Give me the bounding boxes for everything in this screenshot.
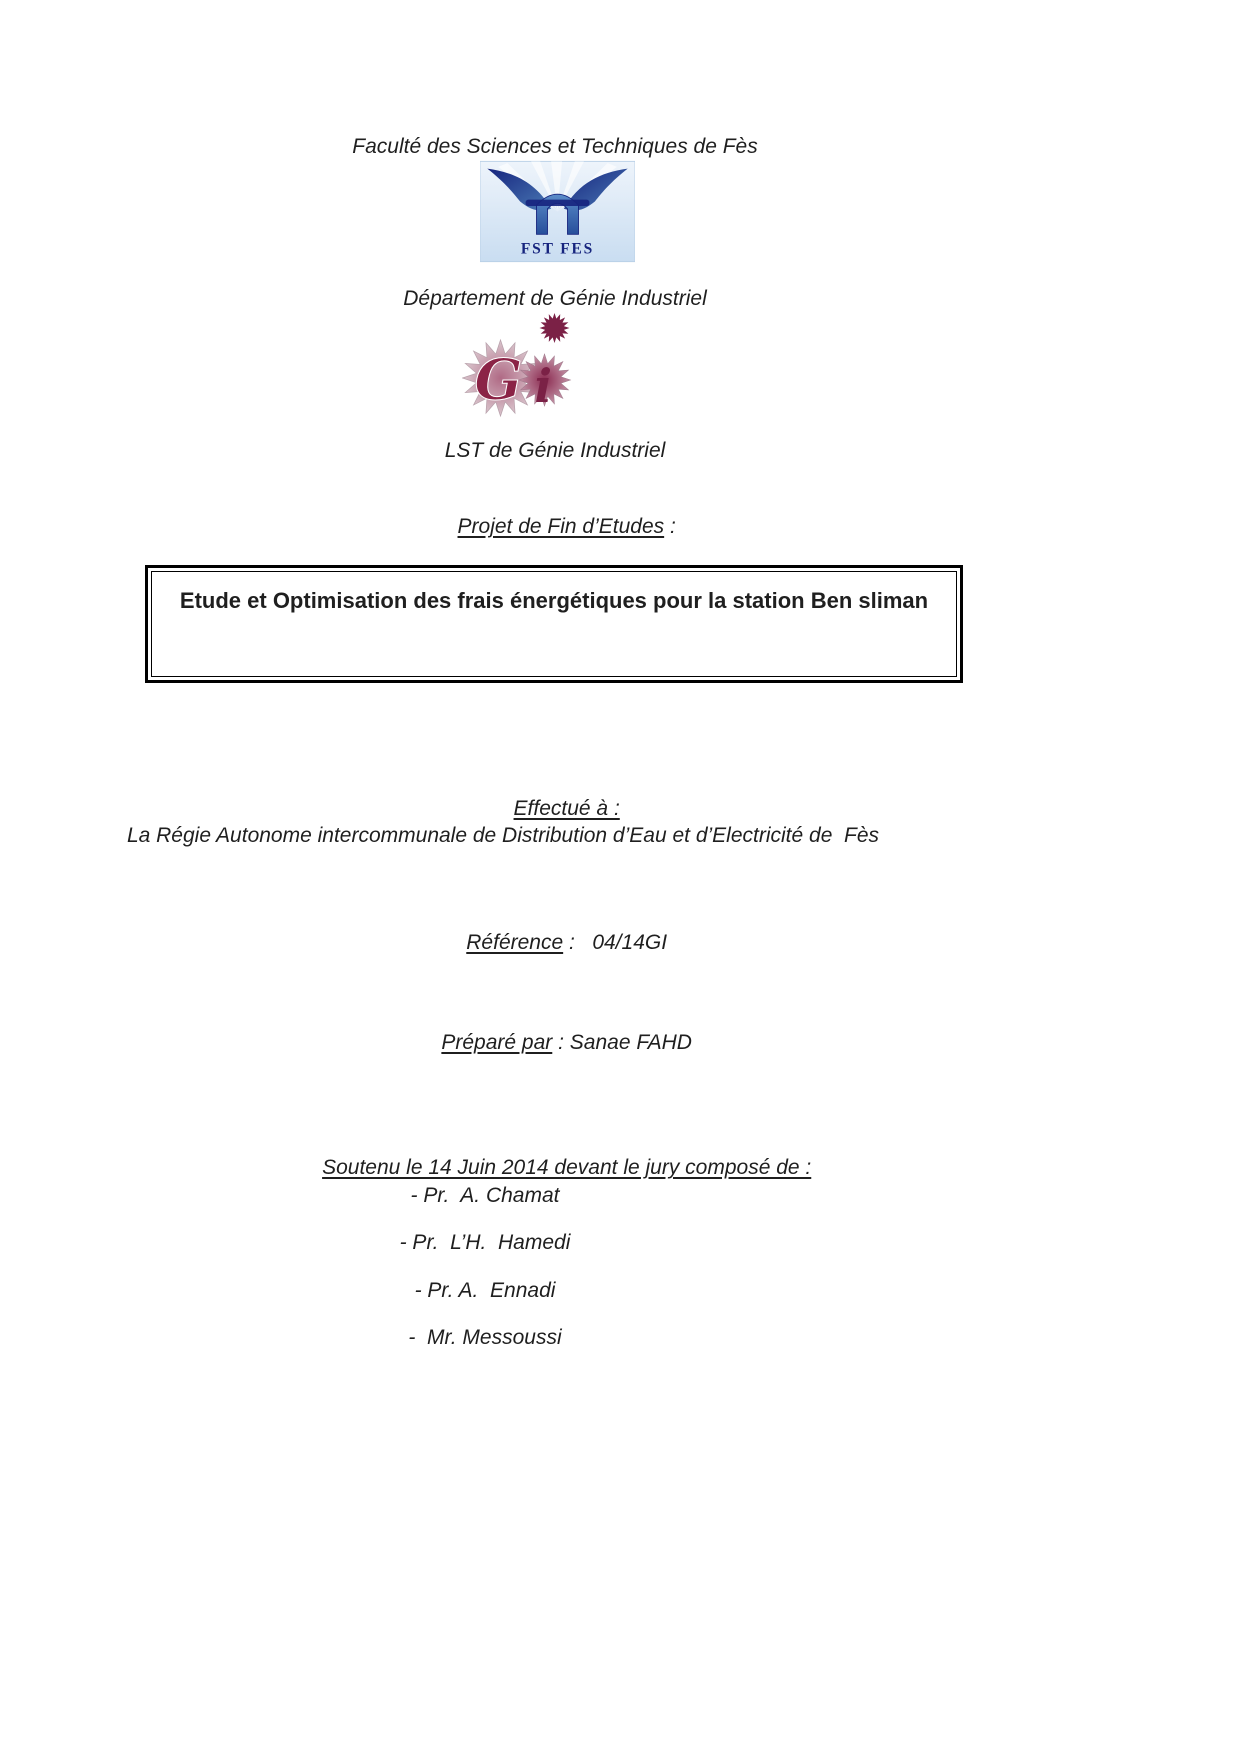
title-box (145, 565, 963, 683)
gi-logo-letter-i: i (534, 359, 552, 413)
gi-logo-image (462, 306, 578, 424)
jury-member-3: - Pr. A. Ennadi (414, 1279, 556, 1302)
reference-label: Référence (466, 931, 564, 955)
title-box-inner (151, 571, 957, 677)
defense-heading-text: Soutenu le 14 Juin 2014 devant le jury composé de : (322, 1156, 812, 1180)
company-line: La Régie Autonome intercommunale de Distribution d’Eau et d’Electricité de Fès (126, 824, 880, 847)
gi-logo (462, 306, 578, 424)
reference-line (140, 902, 970, 984)
effectue-label: Effectué à : (513, 797, 620, 821)
fst-fes-logo-image (480, 158, 635, 265)
reference-value: : 04/14GI (563, 931, 668, 955)
fst-logo-caption: FST FES (520, 240, 595, 258)
jury-member-4: - Mr. Messoussi (408, 1326, 562, 1349)
gi-logo-letter-g: G (474, 347, 523, 413)
faculty-title: Faculté des Sciences et Techniques de Fès (352, 135, 758, 158)
department-title: Département de Génie Industriel (403, 287, 707, 310)
project-heading (140, 486, 970, 568)
prepared-value: : Sanae FAHD (552, 1031, 692, 1055)
lst-title: LST de Génie Industriel (444, 439, 666, 462)
fst-fes-logo (480, 158, 635, 265)
jury-member-2: - Pr. L’H. Hamedi (399, 1231, 571, 1254)
report-title: Etude et Optimisation des frais énergétiques pour la station Ben sliman (179, 588, 929, 613)
fst-logo-crossbar (526, 200, 590, 206)
jury-member-1: - Pr. A. Chamat (410, 1184, 560, 1207)
project-heading-colon: : (664, 515, 676, 539)
project-heading-label: Projet de Fin d’Etudes (457, 515, 665, 539)
gi-logo-dot-starburst (540, 313, 570, 343)
prepared-line (140, 1002, 970, 1084)
prepared-label: Préparé par (441, 1031, 553, 1055)
